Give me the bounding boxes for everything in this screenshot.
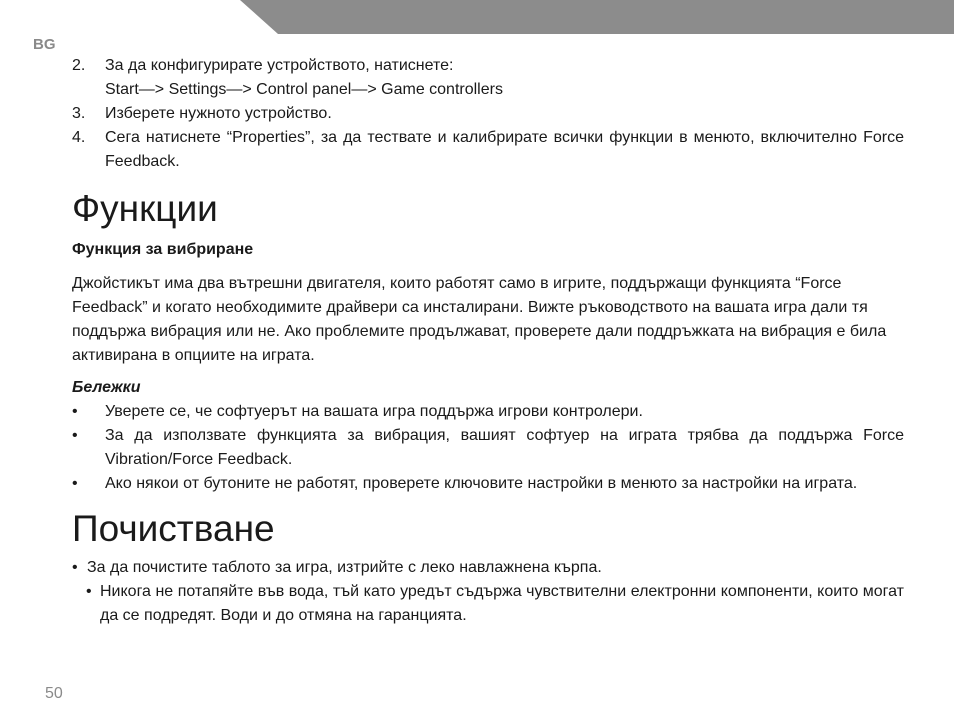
vibration-subheading: Функция за вибриране [72, 241, 254, 258]
step-number: 3. [72, 105, 86, 122]
bullet: • [86, 583, 92, 600]
page-number: 50 [45, 685, 63, 702]
step-number: 4. [72, 129, 86, 146]
note-text: Ако някои от бутоните не работят, проверете ключовите настройки в менюто за настройки на играта. [105, 475, 858, 492]
page-content [72, 54, 904, 628]
step-3 [72, 102, 904, 126]
header-band [240, 0, 954, 34]
note-item [72, 400, 904, 424]
step-number: 2. [72, 57, 86, 74]
language-code: BG [33, 36, 56, 53]
note-text: За да използвате функцията за вибрация, вашият софтуер на играта трябва да поддържа Force Vibration/Force Feedback. [105, 427, 904, 468]
cleaning-text: За да почистите таблото за игра, изтрийте с леко навлажнена кърпа. [87, 559, 602, 576]
note-text: Уверете се, че софтуерът на вашата игра поддържа игрови контролери. [105, 403, 643, 420]
step-2 [72, 54, 904, 102]
step-text: Изберете нужното устройство. [105, 105, 332, 122]
functions-heading: Функции [72, 188, 218, 229]
note-item [72, 424, 904, 472]
cleaning-item [72, 556, 904, 580]
bullet: • [72, 403, 78, 420]
bullet: • [72, 427, 78, 444]
step-path: Start—> Settings—> Control panel—> Game controllers [105, 81, 503, 98]
note-item [72, 472, 904, 496]
step-4 [72, 126, 904, 174]
step-text: За да конфигурирате устройството, натиснете: [105, 57, 454, 74]
cleaning-heading: Почистване [72, 508, 275, 549]
bullet: • [72, 559, 78, 576]
notes-label: Бележки [72, 379, 141, 396]
cleaning-text: Никога не потапяйте във вода, тъй като уредът съдържа чувствителни електронни компоненти, които могат да се подредят. Води и до отмяна на гаранцията. [100, 583, 904, 624]
cleaning-item [72, 580, 904, 628]
bullet: • [72, 475, 78, 492]
step-text: Сега натиснете “Properties”, за да тествате и калибрирате всички функции в менюто, включително Force Feedback. [105, 129, 904, 170]
vibration-paragraph: Джойстикът има два вътрешни двигателя, които работят само в игрите, поддържащи функцията “Force Feedback” и когато необходимите драйвери са инсталирани. Вижте ръководството на вашата игра дали тя поддържа вибрация или не. Ако проблемите продължават, проверете дали поддръжката на вибрация е била активирана в опциите на играта. [72, 275, 887, 364]
